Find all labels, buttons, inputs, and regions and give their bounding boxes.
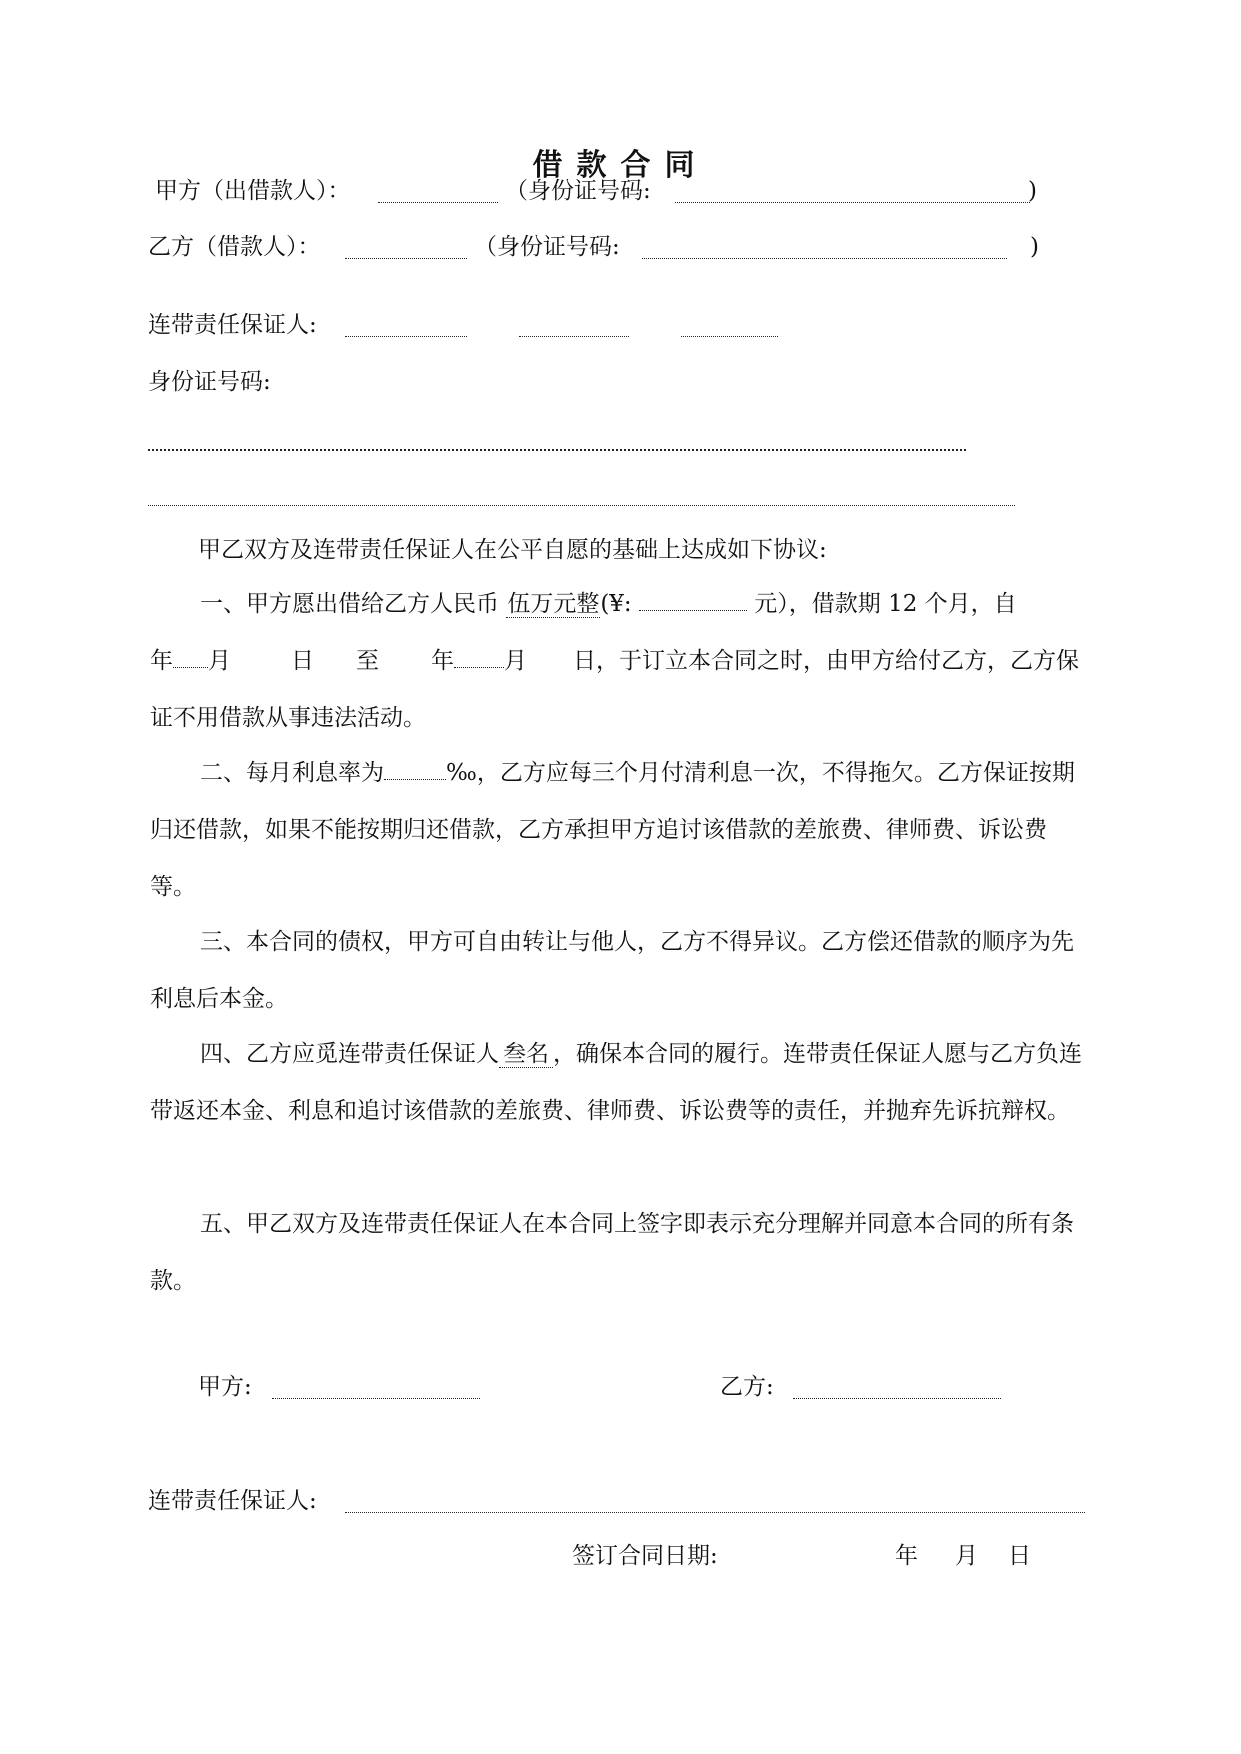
guarantor-name-blank-1[interactable] (345, 336, 467, 337)
party-b-name-blank[interactable] (345, 258, 467, 259)
party-a-id-label: （身份证号码: (505, 178, 651, 204)
party-a-id-close: ) (1028, 178, 1037, 204)
guarantor-id-label: 身份证号码: (148, 369, 271, 395)
party-b-label: 乙方（借款人）： (148, 234, 321, 260)
guarantor-label: 连带责任保证人: (148, 312, 317, 338)
sign-party-a-blank[interactable] (272, 1398, 480, 1399)
party-b-id-close: ) (1030, 234, 1039, 260)
sign-date-day: 日 (1008, 1543, 1031, 1569)
interest-rate-blank (384, 779, 446, 780)
party-b-id-label: （身份证号码: (474, 234, 620, 260)
sign-date-year: 年 (895, 1543, 918, 1569)
sign-guarantor-blank[interactable] (345, 1512, 1085, 1513)
guarantor-count: 叁名 (499, 1041, 553, 1068)
end-year-blank (454, 667, 504, 668)
party-a-id-blank[interactable] (675, 202, 1030, 203)
party-a-label: 甲方（出借款人）： (155, 178, 351, 204)
clause-2: 二、每月利息率为 ‰，乙方应每三个月付清利息一次，不得拖欠。乙方保证按期归还借款，如果不能按期归还借款，乙方承担甲方追讨该借款的差旅费、律师费、诉讼费等。 (150, 760, 1075, 900)
guarantor-id-blank-2[interactable] (148, 505, 1015, 506)
clause-3: 三、本合同的债权，甲方可自由转让与他人，乙方不得异议。乙方偿还借款的顺序为先利息后本金。 (150, 929, 1074, 1012)
sign-party-a-label: 甲方: (198, 1374, 252, 1400)
amount-words: 伍万元整 (507, 591, 600, 617)
guarantor-name-blank-3[interactable] (681, 336, 778, 337)
party-b-id-blank[interactable] (642, 258, 1007, 259)
start-year-blank (173, 667, 208, 668)
sign-party-b-blank[interactable] (793, 1398, 1001, 1399)
amount-figure-blank (639, 610, 747, 611)
intro-text: 甲乙双方及连带责任保证人在公平自愿的基础上达成如下协议: (198, 537, 827, 563)
guarantor-id-blank-1[interactable] (148, 449, 966, 451)
party-a-name-blank[interactable] (378, 202, 498, 203)
guarantor-name-blank-2[interactable] (519, 336, 629, 337)
sign-date-label: 签订合同日期: (572, 1543, 718, 1569)
clause-5: 五、甲乙双方及连带责任保证人在本合同上签字即表示充分理解并同意本合同的所有条款。 (150, 1211, 1074, 1294)
clause-4: 四、乙方应觅连带责任保证人 叁名 ，确保本合同的履行。连带责任保证人愿与乙方负连带返还本金、利息和追讨该借款的差旅费、律师费、诉讼费等的责任，并抛弃先诉抗辩权。 (150, 1041, 1082, 1124)
sign-date-month: 月 (955, 1543, 978, 1569)
sign-guarantor-label: 连带责任保证人: (148, 1488, 317, 1514)
sign-party-b-label: 乙方: (720, 1374, 774, 1400)
clause-1: 一、甲方愿出借给乙方人民币 伍万元整(¥: 元），借款期 12 个月，自 年 月 日 至 年 月 日，于订立本合同之时，由甲方给付乙方，乙方保证不用借款从事违法活动。 (150, 591, 1079, 731)
document-title: 借款合同 (532, 148, 709, 183)
